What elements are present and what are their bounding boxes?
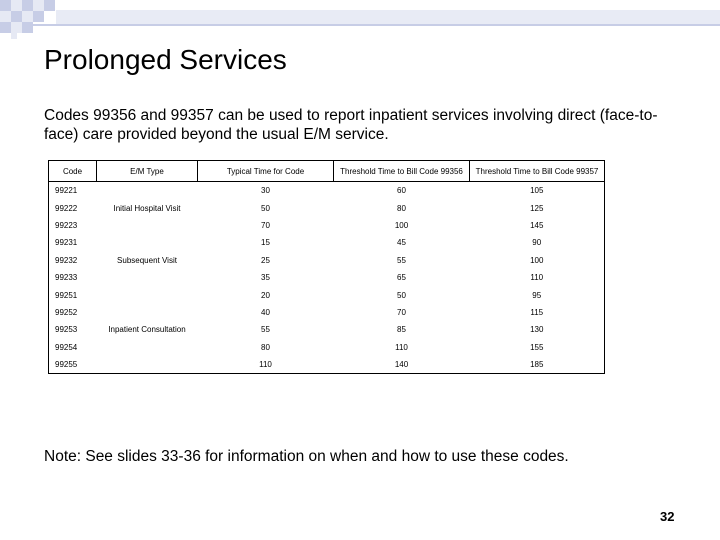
table-body bbox=[49, 182, 605, 374]
threshold-99357-cell: 105 bbox=[530, 186, 544, 196]
page-number: 32 bbox=[660, 509, 675, 524]
threshold-99357-cell: 145 bbox=[530, 220, 544, 230]
threshold-99356-cell: 140 bbox=[394, 360, 409, 370]
header-bar bbox=[56, 10, 720, 24]
typical-time-cell: 25 bbox=[261, 255, 270, 265]
threshold-99356-cell: 50 bbox=[397, 290, 406, 300]
typical-time-cell: 70 bbox=[261, 220, 270, 230]
threshold-99356-cell: 85 bbox=[397, 325, 406, 335]
typical-time-cell: 50 bbox=[261, 203, 270, 213]
threshold-99357-cell: 115 bbox=[530, 307, 544, 317]
threshold-99356-cell: 80 bbox=[397, 203, 406, 213]
header-em-type: E/M Type bbox=[97, 161, 198, 182]
code-cell: 99232 bbox=[55, 255, 78, 265]
threshold-99357-cell: 130 bbox=[530, 325, 544, 335]
em-type-cell: Subsequent Visit bbox=[117, 255, 177, 265]
code-cell: 99233 bbox=[55, 273, 78, 283]
header-typical-time: Typical Time for Code bbox=[198, 161, 334, 182]
note-text: Note: See slides 33-36 for information on when and how to use these codes. bbox=[44, 448, 569, 465]
threshold-99357-cell: 125 bbox=[530, 203, 544, 213]
threshold-99356-cell: 100 bbox=[394, 220, 409, 230]
threshold-99356-cell: 60 bbox=[397, 186, 406, 196]
intro-text: Codes 99356 and 99357 can be used to report inpatient services involving direct (face-to-face) care provided beyond the usual E/M service. bbox=[44, 107, 658, 143]
code-cell: 99231 bbox=[55, 238, 78, 248]
header-threshold-99356: Threshold Time to Bill Code 99356 bbox=[334, 161, 470, 182]
header-code: Code bbox=[49, 161, 97, 182]
table-header-row bbox=[49, 161, 605, 182]
typical-time-cell: 15 bbox=[261, 238, 270, 248]
typical-time-cell: 55 bbox=[261, 325, 270, 335]
threshold-99356-cell: 110 bbox=[395, 342, 408, 352]
threshold-99357-cell: 155 bbox=[530, 342, 544, 352]
threshold-99357-cell: 95 bbox=[532, 290, 542, 300]
code-cell: 99251 bbox=[55, 290, 78, 300]
typical-time-cell: 20 bbox=[261, 290, 270, 300]
table-row bbox=[49, 286, 605, 303]
prolonged-services-table bbox=[48, 160, 605, 374]
table-row bbox=[49, 234, 605, 251]
em-type-cell: Initial Hospital Visit bbox=[113, 203, 181, 213]
threshold-99357-cell: 110 bbox=[530, 273, 544, 283]
em-type-cell: Inpatient Consultation bbox=[108, 325, 186, 335]
table-row bbox=[49, 182, 605, 200]
decorative-checker-pattern bbox=[0, 0, 60, 42]
typical-time-cell: 40 bbox=[261, 307, 270, 317]
threshold-99356-cell: 70 bbox=[397, 307, 406, 317]
code-cell: 99255 bbox=[55, 360, 78, 370]
threshold-99356-cell: 55 bbox=[397, 255, 406, 265]
typical-time-cell: 80 bbox=[261, 342, 270, 352]
code-cell: 99254 bbox=[55, 342, 78, 352]
threshold-99356-cell: 65 bbox=[397, 273, 406, 283]
code-cell: 99253 bbox=[55, 325, 78, 335]
threshold-99357-cell: 100 bbox=[530, 255, 544, 265]
slide-title: Prolonged Services bbox=[44, 44, 287, 75]
typical-time-cell: 30 bbox=[261, 186, 270, 196]
code-cell: 99223 bbox=[55, 220, 78, 230]
threshold-99357-cell: 185 bbox=[530, 360, 544, 370]
threshold-99356-cell: 45 bbox=[397, 238, 406, 248]
header-threshold-99357: Threshold Time to Bill Code 99357 bbox=[470, 161, 605, 182]
code-cell: 99221 bbox=[55, 186, 78, 196]
code-cell: 99252 bbox=[55, 307, 78, 317]
code-cell: 99222 bbox=[55, 203, 78, 213]
typical-time-cell: 35 bbox=[261, 273, 270, 283]
typical-time-cell: 110 bbox=[259, 360, 272, 370]
threshold-99357-cell: 90 bbox=[532, 238, 542, 248]
header-rule bbox=[14, 24, 720, 26]
